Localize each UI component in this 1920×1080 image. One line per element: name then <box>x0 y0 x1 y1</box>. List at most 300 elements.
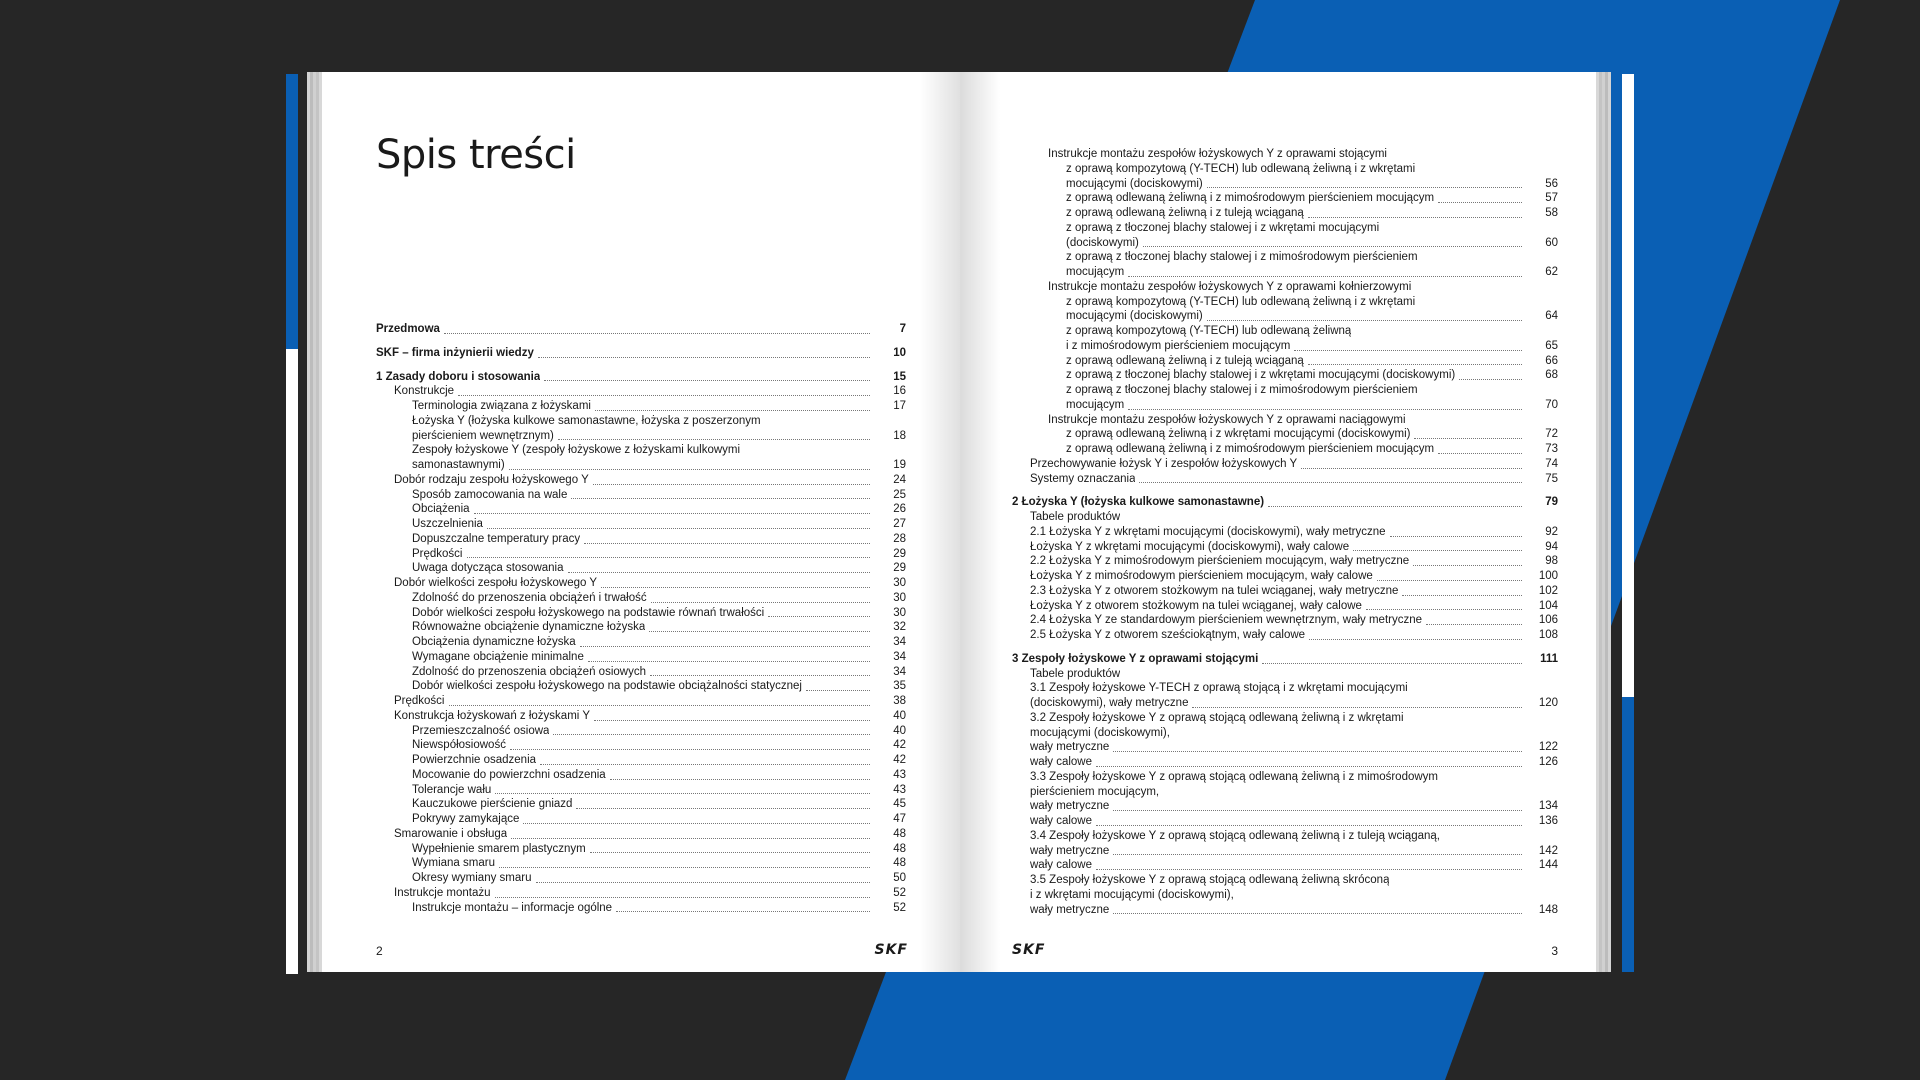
toc-entry[interactable] <box>1012 354 1558 369</box>
toc-entry-page: 17 <box>893 400 906 412</box>
toc-entry-title: z oprawą z tłoczonej blachy stalowej i z wkrętami mocującymi <box>1066 221 1380 234</box>
toc-entry-page: 29 <box>893 562 906 575</box>
dot-leader <box>1113 912 1522 914</box>
toc-entry-page: 35 <box>893 680 906 693</box>
toc-entry-title: Zespoły łożyskowe Y (zespoły łożyskowe z łożyskami kulkowymi <box>412 444 741 457</box>
dot-leader <box>536 881 871 883</box>
toc-entry[interactable] <box>376 591 906 606</box>
toc-entry-page: 52 <box>893 886 906 899</box>
toc-entry-page: 30 <box>893 591 906 604</box>
toc-entry-title: Tabele produktów <box>1030 667 1121 680</box>
toc-entry[interactable] <box>376 797 906 812</box>
toc-entry-page: 19 <box>893 459 906 471</box>
toc-entry-title: wały metryczne <box>1030 844 1110 857</box>
toc-entry[interactable] <box>376 370 906 385</box>
dot-leader <box>380 366 870 367</box>
open-book <box>284 72 1636 974</box>
toc-entry[interactable] <box>376 488 906 503</box>
toc-entry-page: 92 <box>1545 525 1558 538</box>
dot-leader <box>444 332 870 334</box>
toc-entry[interactable] <box>1012 755 1558 770</box>
toc-entry-title: Łożyska Y (łożyska kulkowe samonastawne, łożyska z poszerzonym <box>412 414 761 427</box>
toc-entry[interactable] <box>1012 628 1558 643</box>
toc-entry[interactable] <box>376 768 906 783</box>
dot-leader <box>495 792 870 794</box>
toc-entry-page: 30 <box>893 577 906 589</box>
toc-entry-title: Konstrukcja łożyskowań z łożyskami Y <box>394 709 590 722</box>
toc-entry-page: 98 <box>1545 555 1558 568</box>
toc-entry-title: wały calowe <box>1030 815 1092 827</box>
toc-entry[interactable] <box>376 532 906 547</box>
toc-entry[interactable] <box>376 429 906 444</box>
toc-entry-title: z oprawą z tłoczonej blachy stalowej i z mimośrodowym pierścieniem <box>1066 251 1418 264</box>
toc-entry-title: Tabele produktów <box>1030 511 1121 523</box>
dot-leader <box>1294 349 1522 351</box>
toc-entry[interactable] <box>1012 250 1558 265</box>
toc-entry[interactable] <box>1012 888 1558 903</box>
toc-entry[interactable] <box>1012 554 1558 569</box>
toc-entry[interactable] <box>376 724 906 739</box>
toc-entry-page: 48 <box>893 842 906 855</box>
toc-entry[interactable] <box>1012 368 1558 383</box>
toc-entry-title: mocującymi (dociskowymi) <box>1066 310 1203 323</box>
toc-entry-title: 2.1 Łożyska Y z wkrętami mocującymi (dociskowymi), wały metryczne <box>1030 525 1386 538</box>
toc-entry-title: Dobór rodzaju zespołu łożyskowego Y <box>394 473 589 486</box>
toc-entry[interactable] <box>376 679 906 694</box>
toc-entry-title: z oprawą kompozytową (Y-TECH) lub odlewaną żeliwną <box>1066 325 1352 337</box>
toc-entry[interactable] <box>1012 814 1558 829</box>
toc-entry[interactable] <box>376 502 906 517</box>
toc-entry-title: Zdolność do przenoszenia obciążeń osiowych <box>412 665 646 678</box>
dot-leader <box>649 630 870 632</box>
toc-entry-page: 42 <box>893 754 906 766</box>
dot-leader <box>590 851 870 853</box>
toc-entry-title: Przemieszczalność osiowa <box>412 724 550 737</box>
toc-entry[interactable] <box>1012 696 1558 711</box>
toc-entry[interactable] <box>376 517 906 532</box>
toc-entry[interactable] <box>376 694 906 709</box>
dot-leader <box>576 807 870 809</box>
toc-entry[interactable] <box>1012 177 1558 192</box>
toc-entry[interactable] <box>1012 442 1558 457</box>
toc-entry[interactable] <box>1012 324 1558 339</box>
toc-entry[interactable] <box>376 842 906 857</box>
dot-leader <box>1442 781 1522 782</box>
toc-entry-title: 3.2 Zespoły łożyskowe Y z oprawą stojącą odlewaną żeliwną i z wkrętami <box>1030 711 1404 724</box>
toc-entry[interactable] <box>376 547 906 562</box>
dot-leader <box>1124 521 1522 522</box>
dot-leader <box>594 719 870 721</box>
toc-entry[interactable] <box>1012 398 1558 413</box>
page-title: Spis treści <box>376 132 576 178</box>
dot-leader <box>588 660 870 662</box>
dot-leader <box>1366 608 1522 610</box>
dot-leader <box>1412 692 1522 693</box>
dot-leader <box>1408 722 1522 723</box>
toc-entry-page: 70 <box>1545 398 1558 411</box>
toc-entry-title: z oprawą odlewaną żeliwną i z mimośrodowym pierścieniem mocującym <box>1066 443 1435 455</box>
dot-leader <box>1383 232 1522 233</box>
toc-entry[interactable] <box>1012 584 1558 599</box>
toc-entry-title: 3.5 Zespoły łożyskowe Y z oprawą stojącą odlewaną żeliwną skróconą <box>1030 874 1390 886</box>
toc-entry-page: 104 <box>1538 599 1558 612</box>
toc-entry-title: Dobór wielkości zespołu łożyskowego na podstawie równań trwałości <box>412 606 765 619</box>
toc-entry-title: Przechowywanie łożysk Y i zespołów łożyskowych Y <box>1030 457 1298 470</box>
toc-entry-page: 136 <box>1538 815 1558 827</box>
toc-entry[interactable] <box>376 384 906 399</box>
dot-leader <box>1128 408 1522 410</box>
toc-spacer <box>376 337 906 346</box>
toc-entry-title: z oprawą odlewaną żeliwną i z tuleją wciąganą <box>1066 354 1304 367</box>
toc-entry[interactable] <box>1012 540 1558 555</box>
toc-entry-page: 40 <box>893 724 906 737</box>
toc-entry[interactable] <box>1012 457 1558 472</box>
dot-leader <box>1415 291 1522 292</box>
toc-entry-title: Niewspółosiowość <box>412 739 506 752</box>
dot-leader <box>1124 677 1522 678</box>
toc-entry-page: 68 <box>1545 369 1558 382</box>
toc-entry[interactable] <box>1012 472 1558 487</box>
toc-entry-title: 3.1 Zespoły łożyskowe Y-TECH z oprawą stojącą i z wkrętami mocującymi <box>1030 682 1408 695</box>
dot-leader <box>1113 809 1522 811</box>
toc-entry[interactable] <box>1012 191 1558 206</box>
dot-leader <box>380 342 870 343</box>
toc-entry-title: z oprawą z tłoczonej blachy stalowej i z mimośrodowym pierścieniem <box>1066 384 1418 396</box>
toc-entry-title: Instrukcje montażu – informacje ogólne <box>412 901 613 914</box>
toc-entry-title: wały metryczne <box>1030 800 1110 813</box>
toc-entry[interactable] <box>1012 525 1558 540</box>
toc-entry-title: Powierzchnie osadzenia <box>412 754 537 766</box>
toc-entry-title: Okresy wymiany smaru <box>412 872 532 884</box>
cover-edge-left <box>286 74 298 349</box>
toc-entry-page: 30 <box>893 606 906 619</box>
dot-leader <box>1207 186 1522 188</box>
dot-leader <box>1096 868 1522 870</box>
dot-leader <box>744 454 870 455</box>
toc-entry-title: Obciążenia <box>412 503 470 516</box>
dot-leader <box>1207 319 1522 321</box>
toc-entry-title: z oprawą kompozytową (Y-TECH) lub odlewaną żeliwną i z wkrętami <box>1066 162 1416 175</box>
toc-entry-title: Uszczelnienia <box>412 518 483 530</box>
toc-entry-page: 32 <box>893 621 906 634</box>
toc-entry-page: 56 <box>1545 177 1558 190</box>
toc-entry-title: Dobór wielkości zespołu łożyskowego Y <box>394 577 598 589</box>
toc-entry-title: 2.5 Łożyska Y z otworem sześciokątnym, wały calowe <box>1030 629 1306 641</box>
toc-entry-page: 16 <box>893 385 906 398</box>
toc-entry-page: 66 <box>1545 354 1558 367</box>
toc-entry-title: Równoważne obciążenie dynamiczne łożyska <box>412 621 646 634</box>
toc-entry-page: 106 <box>1538 614 1558 627</box>
dot-leader <box>1426 623 1522 625</box>
toc-entry-title: z oprawą odlewaną żeliwną i z tuleją wciąganą <box>1066 207 1304 219</box>
toc-entry-page: 126 <box>1538 756 1558 768</box>
dot-leader <box>1262 662 1522 664</box>
toc-entry[interactable] <box>376 856 906 871</box>
toc-entry-page: 25 <box>893 488 906 501</box>
toc-entry[interactable] <box>376 665 906 680</box>
toc-entry-title: Łożyska Y z mimośrodowym pierścieniem mocującym, wały calowe <box>1030 570 1373 582</box>
toc-entry-page: 52 <box>893 901 906 914</box>
toc-entry-title: wały calowe <box>1030 859 1092 872</box>
toc-entry-page: 15 <box>893 370 906 383</box>
toc-entry-page: 50 <box>893 872 906 884</box>
toc-spacer <box>1012 486 1558 495</box>
dot-leader <box>1444 840 1522 841</box>
toc-entry[interactable] <box>376 901 906 916</box>
toc-entry-page: 27 <box>893 518 906 530</box>
dot-leader <box>449 704 871 706</box>
toc-entry-page: 57 <box>1545 192 1558 205</box>
toc-entry-title: Wypełnienie smarem plastycznym <box>412 842 586 855</box>
toc-entry[interactable] <box>376 561 906 576</box>
toc-entry[interactable] <box>1012 280 1558 295</box>
toc-entry[interactable] <box>1012 681 1558 696</box>
toc-entry-page: 142 <box>1538 844 1558 857</box>
toc-entry-title: wały calowe <box>1030 756 1092 768</box>
toc-entry[interactable] <box>376 443 906 458</box>
dot-leader <box>1016 491 1522 492</box>
dot-leader <box>511 837 870 839</box>
toc-entry[interactable] <box>1012 667 1558 682</box>
toc-entry[interactable] <box>1012 858 1558 873</box>
dot-leader <box>1139 481 1522 483</box>
toc-entry[interactable] <box>376 458 906 473</box>
toc-entry-title: Systemy oznaczania <box>1030 472 1136 485</box>
toc-entry[interactable] <box>376 827 906 842</box>
toc-entry[interactable] <box>376 709 906 724</box>
toc-entry-page: 148 <box>1538 903 1558 916</box>
toc-entry-page: 74 <box>1545 457 1558 470</box>
toc-entry[interactable] <box>1012 295 1558 310</box>
dot-leader <box>1096 824 1522 826</box>
dot-leader <box>1163 795 1522 796</box>
toc-entry-title: mocującym <box>1066 398 1125 411</box>
skf-logo-right: SKF <box>1012 942 1046 958</box>
toc-entry-page: 48 <box>893 827 906 840</box>
dot-leader <box>1459 378 1522 380</box>
toc-entry[interactable] <box>1012 613 1558 628</box>
dot-leader <box>467 556 871 558</box>
toc-entry-page: 34 <box>893 665 906 678</box>
toc-entry-title: z oprawą z tłoczonej blachy stalowej i z wkrętami mocującymi (dociskowymi) <box>1066 369 1456 382</box>
toc-entry[interactable] <box>1012 569 1558 584</box>
toc-entry-page: 34 <box>893 650 906 663</box>
dot-leader <box>650 674 870 676</box>
toc-entry-page: 75 <box>1545 472 1558 485</box>
dot-leader <box>651 601 870 603</box>
dot-leader <box>1016 648 1522 649</box>
toc-entry-title: mocującym <box>1066 266 1125 278</box>
dot-leader <box>1422 261 1522 262</box>
dot-leader <box>1308 216 1522 218</box>
dot-leader <box>1438 452 1522 454</box>
dot-leader <box>558 438 870 440</box>
toc-entry[interactable] <box>1012 599 1558 614</box>
toc-entry-title: Konstrukcje <box>394 385 455 398</box>
dot-leader <box>1419 173 1522 174</box>
toc-entry-title: Sposób zamocowania na wale <box>412 488 568 501</box>
dot-leader <box>538 356 870 358</box>
dot-leader <box>593 483 870 485</box>
toc-entry-title: Instrukcje montażu zespołów łożyskowych Y z oprawami kołnierzowymi <box>1048 280 1412 293</box>
toc-entry-page: 10 <box>893 346 906 359</box>
dot-leader <box>458 394 870 396</box>
dot-leader <box>1377 579 1522 581</box>
toc-entry[interactable] <box>376 606 906 621</box>
toc-entry-page: 24 <box>893 473 906 486</box>
dot-leader <box>806 689 870 691</box>
toc-entry[interactable] <box>1012 799 1558 814</box>
toc-entry[interactable] <box>376 886 906 901</box>
toc-entry-title: Smarowanie i obsługa <box>394 827 508 840</box>
toc-entry-page: 73 <box>1545 443 1558 455</box>
toc-spacer <box>376 361 906 370</box>
toc-entry-title: mocującymi (dociskowymi) <box>1066 177 1203 190</box>
toc-entry[interactable] <box>1012 265 1558 280</box>
toc-entry[interactable] <box>376 753 906 768</box>
dot-leader <box>495 896 870 898</box>
toc-entry[interactable] <box>376 871 906 886</box>
toc-entry[interactable] <box>376 473 906 488</box>
dot-leader <box>1390 535 1522 537</box>
toc-entry-title: 3.3 Zespoły łożyskowe Y z oprawą stojącą odlewaną żeliwną i z mimośrodowym <box>1030 770 1439 783</box>
toc-entry-page: 43 <box>893 783 906 796</box>
toc-entry-page: 94 <box>1545 540 1558 553</box>
dot-leader <box>1422 394 1522 395</box>
toc-entry[interactable] <box>376 322 906 337</box>
dot-leader <box>610 778 870 780</box>
toc-entry[interactable] <box>376 414 906 429</box>
toc-entry[interactable] <box>376 635 906 650</box>
toc-entry-page: 45 <box>893 798 906 811</box>
toc-entry-title: wały metryczne <box>1030 741 1110 754</box>
toc-entry-page: 43 <box>893 768 906 781</box>
toc-entry-page: 120 <box>1538 697 1558 709</box>
toc-entry-title: Mocowanie do powierzchni osadzenia <box>412 768 606 781</box>
dot-leader <box>1143 245 1522 247</box>
toc-entry[interactable] <box>1012 383 1558 398</box>
cover-edge-right <box>1622 697 1634 972</box>
dot-leader <box>509 468 870 470</box>
dot-leader <box>595 409 870 411</box>
toc-entry-page: 79 <box>1545 496 1558 509</box>
toc-entry[interactable] <box>1012 652 1558 667</box>
toc-entry[interactable] <box>376 738 906 753</box>
toc-entry-title: (dociskowymi) <box>1066 236 1139 249</box>
toc-entry-title: Kauczukowe pierścienie gniazd <box>412 798 573 811</box>
dot-leader <box>568 571 871 573</box>
toc-entry-page: 47 <box>893 813 906 825</box>
toc-entry[interactable] <box>1012 495 1558 510</box>
toc-entry-title: 2.2 Łożyska Y z mimośrodowym pierścieniem mocującym, wały metryczne <box>1030 555 1410 568</box>
toc-entry[interactable] <box>1012 236 1558 251</box>
dot-leader <box>1353 549 1522 551</box>
gutter-shadow <box>920 72 960 972</box>
toc-entry-page: 18 <box>893 429 906 442</box>
toc-entry[interactable] <box>1012 785 1558 800</box>
dot-leader <box>1174 736 1522 737</box>
toc-entry[interactable] <box>1012 147 1558 162</box>
toc-entry-title: Zdolność do przenoszenia obciążeń i trwałość <box>412 591 647 604</box>
dot-leader <box>1402 594 1522 596</box>
toc-entry[interactable] <box>1012 740 1558 755</box>
toc-entry-page: 100 <box>1538 570 1558 582</box>
toc-entry[interactable] <box>1012 510 1558 525</box>
toc-entry-title: 1 Zasady doboru i stosowania <box>376 370 541 383</box>
toc-entry[interactable] <box>1012 873 1558 888</box>
toc-entry-title: Łożyska Y z wkrętami mocującymi (dociskowymi), wały calowe <box>1030 540 1350 553</box>
toc-entry-title: 2.4 Łożyska Y ze standardowym pierścieniem wewnętrznym, wały metryczne <box>1030 614 1423 627</box>
toc-entry[interactable] <box>1012 206 1558 221</box>
toc-entry-title: z oprawą odlewaną żeliwną i z mimośrodowym pierścieniem mocującym <box>1066 192 1435 205</box>
toc-entry-page: 40 <box>893 709 906 722</box>
toc-entry-page: 58 <box>1545 207 1558 219</box>
toc-entry[interactable] <box>376 783 906 798</box>
toc-entry[interactable] <box>1012 221 1558 236</box>
toc-entry[interactable] <box>1012 162 1558 177</box>
toc-entry[interactable] <box>376 346 906 361</box>
toc-entry-page: 122 <box>1538 741 1558 754</box>
toc-entry-page: 111 <box>1540 652 1558 665</box>
dot-leader <box>1301 467 1522 469</box>
dot-leader <box>487 527 870 529</box>
page-number-right: 3 <box>1551 944 1558 958</box>
toc-entry-title: Wymagane obciążenie minimalne <box>412 650 584 663</box>
toc-entry-page: 28 <box>893 532 906 545</box>
toc-entry[interactable] <box>1012 829 1558 844</box>
toc-entry[interactable] <box>1012 339 1558 354</box>
dot-leader <box>499 866 870 868</box>
toc-entry-title: (dociskowymi), wały metryczne <box>1030 697 1189 709</box>
toc-entry-page: 62 <box>1545 266 1558 278</box>
toc-entry[interactable] <box>376 620 906 635</box>
toc-entry-page: 48 <box>893 857 906 870</box>
toc-entry-title: Prędkości <box>394 695 445 707</box>
toc-entry-title: wały metryczne <box>1030 903 1110 916</box>
dot-leader <box>1413 564 1522 566</box>
toc-entry-title: 3 Zespoły łożyskowe Y z oprawami stojącymi <box>1012 652 1259 665</box>
toc-entry-page: 7 <box>899 323 906 335</box>
toc-entry[interactable] <box>376 812 906 827</box>
toc-entry[interactable] <box>1012 427 1558 442</box>
toc-entry-page: 29 <box>893 547 906 560</box>
toc-entry[interactable] <box>1012 711 1558 726</box>
toc-entry[interactable] <box>376 576 906 591</box>
dot-leader <box>1113 750 1522 752</box>
toc-entry[interactable] <box>1012 726 1558 741</box>
toc-entry[interactable] <box>1012 309 1558 324</box>
dot-leader <box>1419 305 1522 306</box>
dot-leader <box>1096 765 1522 767</box>
toc-entry[interactable] <box>376 399 906 414</box>
toc-entry-title: 2 Łożyska Y (łożyska kulkowe samonastawne) <box>1012 496 1265 509</box>
toc-entry-title: Obciążenia dynamiczne łożyska <box>412 636 576 648</box>
table-of-contents-right <box>1012 147 1558 917</box>
toc-entry[interactable] <box>376 650 906 665</box>
dot-leader <box>1128 275 1522 277</box>
dot-leader <box>1391 158 1522 159</box>
toc-entry-title: i z mimośrodowym pierścieniem mocującym <box>1066 339 1291 352</box>
dot-leader <box>1308 363 1522 365</box>
toc-entry[interactable] <box>1012 844 1558 859</box>
toc-entry[interactable] <box>1012 413 1558 428</box>
cover-edge-left-white <box>286 349 298 974</box>
toc-entry[interactable] <box>1012 770 1558 785</box>
dot-leader <box>1393 884 1522 885</box>
dot-leader <box>1192 706 1522 708</box>
toc-entry[interactable] <box>1012 903 1558 918</box>
dot-leader <box>510 748 870 750</box>
